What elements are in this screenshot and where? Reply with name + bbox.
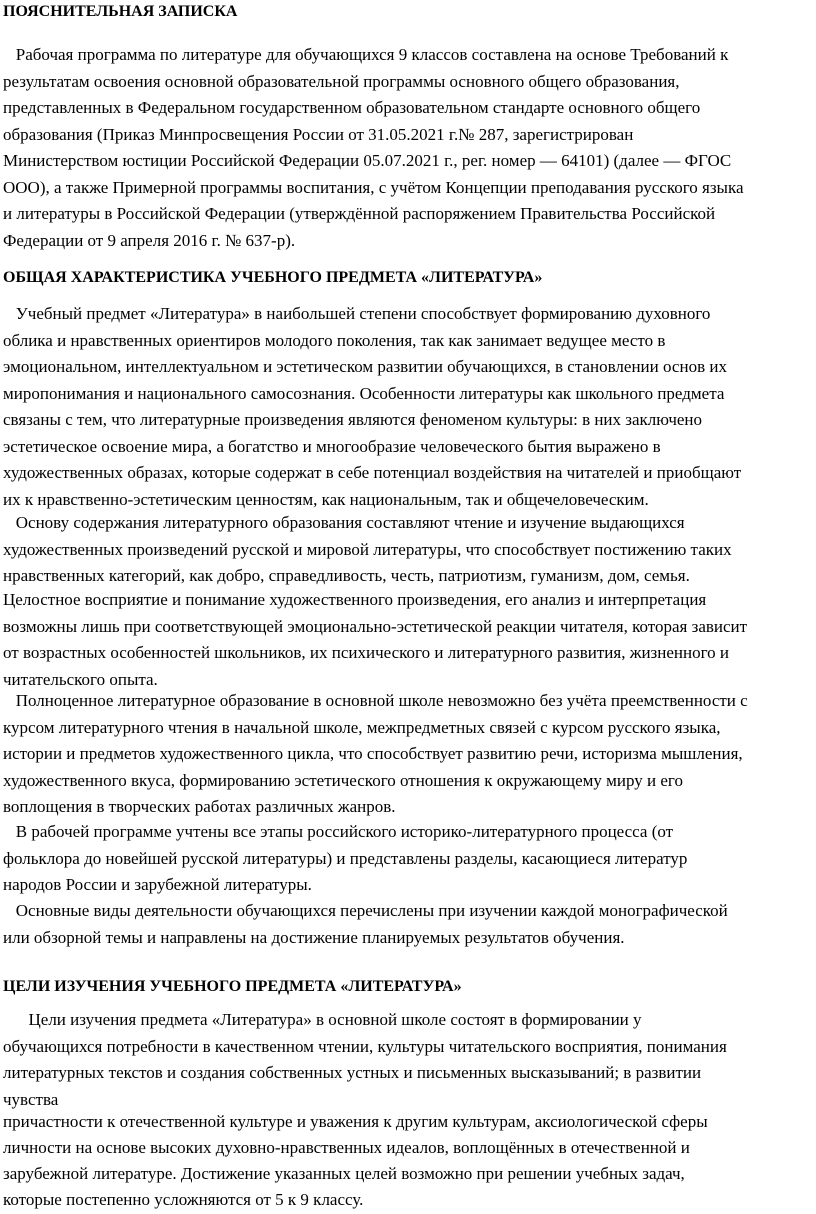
text-line: Министерством юстиции Российской Федерации 05.07.2021 г., рег. номер — 64101) (далее — ФГОС	[3, 151, 732, 170]
text-line: читательского опыта.	[3, 669, 158, 689]
text-line: В рабочей программе учтены все этапы российского историко-литературного процесса (от	[3, 822, 674, 841]
text-line: ООО), а также Примерной программы воспитания, с учётом Концепции преподавания русского языка	[3, 177, 744, 197]
text-line: чувства	[3, 1089, 59, 1109]
text-line: зарубежной литературе. Достижение указанных целей возможно при решении учебных задач,	[3, 1164, 685, 1183]
text-line: возможны лишь при соответствующей эмоционально-эстетической реакции читателя, которая зависит	[3, 616, 748, 636]
text-line: связаны с тем, что литературные произведения являются феноменом культуры: в них заключено	[3, 410, 703, 429]
text-line: воплощения в творческих работах различных жанров.	[3, 797, 396, 816]
paragraph-goals-continued	[3, 1109, 815, 1213]
text-line: фольклора до новейшей русской литературы) и представлены разделы, касающиеся литератур	[3, 848, 688, 868]
paragraph-literary-process	[3, 819, 815, 899]
text-line: обучающихся потребности в качественном чтении, культуры читательского восприятия, понимания	[3, 1036, 727, 1056]
heading-study-goals: ЦЕЛИ ИЗУЧЕНИЯ УЧЕБНОГО ПРЕДМЕТА «ЛИТЕРАТУРА»	[3, 978, 462, 995]
heading-general-characteristics: ОБЩАЯ ХАРАКТЕРИСТИКА УЧЕБНОГО ПРЕДМЕТА «ЛИТЕРАТУРА»	[3, 269, 543, 286]
paragraph-intro	[3, 42, 815, 254]
text-line: личности на основе высоких духовно-нравственных идеалов, воплощённых в отечественной и	[3, 1138, 690, 1157]
text-line: народов России и зарубежной литературы.	[3, 875, 312, 894]
text-line: миропонимания и национального самосознания. Особенности литературы как школьного предмета	[3, 383, 725, 403]
text-line: эмоциональном, интеллектуальном и эстетическом развитии обучающихся, в становлении основ их	[3, 357, 727, 376]
text-line: истории и предметов художественного цикла, что способствует развитию речи, историзма мышления,	[3, 744, 743, 763]
text-line: облика и нравственных ориентиров молодого поколения, так как занимает ведущее место в	[3, 330, 666, 350]
heading-explanatory-note: ПОЯСНИТЕЛЬНАЯ ЗАПИСКА	[3, 3, 238, 20]
text-line: художественных образах, которые содержат в себе потенциал воздействия на читателей и приобщают	[3, 463, 742, 482]
text-line: Целостное восприятие и понимание художественного произведения, его анализ и интерпретация	[3, 590, 707, 609]
text-line: курсом литературного чтения в начальной школе, межпредметных связей с курсом русского языка,	[3, 717, 721, 737]
text-line: их к нравственно-эстетическим ценностям, как национальным, так и общечеловеческим.	[3, 489, 649, 509]
text-line: Полноценное литературное образование в основной школе невозможно без учёта преемственности с	[3, 691, 748, 710]
paragraph-content-basis	[3, 510, 815, 590]
paragraph-subject-role	[3, 301, 815, 513]
text-line: Учебный предмет «Литература» в наибольшей степени способствует формированию духовного	[3, 304, 711, 323]
text-line: причастности к отечественной культуре и уважения к другим культурам, аксиологической сферы	[3, 1112, 708, 1131]
paragraph-perception	[3, 587, 815, 693]
text-line: или обзорной темы и направлены на достижение планируемых результатов обучения.	[3, 927, 625, 947]
text-line: представленных в Федеральном государственном образовательном стандарте основного общего	[3, 98, 701, 117]
text-line: от возрастных особенностей школьников, их психического и литературного развития, жизненного и	[3, 643, 729, 662]
text-line: нравственных категорий, как добро, справедливость, честь, патриотизм, гуманизм, дом, семья.	[3, 566, 690, 585]
text-line: художественных произведений русской и мировой литературы, что способствует постижению таких	[3, 539, 732, 559]
text-line: художественного вкуса, формированию эстетического отношения к окружающему миру и его	[3, 770, 683, 790]
text-line: Цели изучения предмета «Литература» в основной школе состоят в формировании у	[3, 1010, 642, 1029]
text-line: Основу содержания литературного образования составляют чтение и изучение выдающихся	[3, 513, 685, 532]
paragraph-goals	[3, 1007, 815, 1107]
paragraph-activities	[3, 898, 815, 951]
text-line: результатам освоения основной образовательной программы основного общего образования,	[3, 71, 680, 91]
text-line: и литературы в Российской Федерации (утверждённой распоряжением Правительства Российской	[3, 204, 716, 223]
text-line: Федерации от 9 апреля 2016 г. № 637-р).	[3, 230, 296, 250]
text-line: эстетическое освоение мира, а богатство и многообразие человеческого бытия выражено в	[3, 436, 661, 456]
paragraph-continuity	[3, 688, 815, 821]
text-line: Рабочая программа по литературе для обучающихся 9 классов составлена на основе Требований к	[3, 45, 729, 64]
text-line: которые постепенно усложняются от 5 к 9 классу.	[3, 1190, 364, 1209]
text-line: Основные виды деятельности обучающихся перечислены при изучении каждой монографической	[3, 901, 728, 920]
text-line: образования (Приказ Минпросвещения России от 31.05.2021 г.№ 287, зарегистрирован	[3, 124, 634, 144]
text-line: литературных текстов и создания собственных устных и письменных высказываний; в развитии	[3, 1063, 702, 1082]
